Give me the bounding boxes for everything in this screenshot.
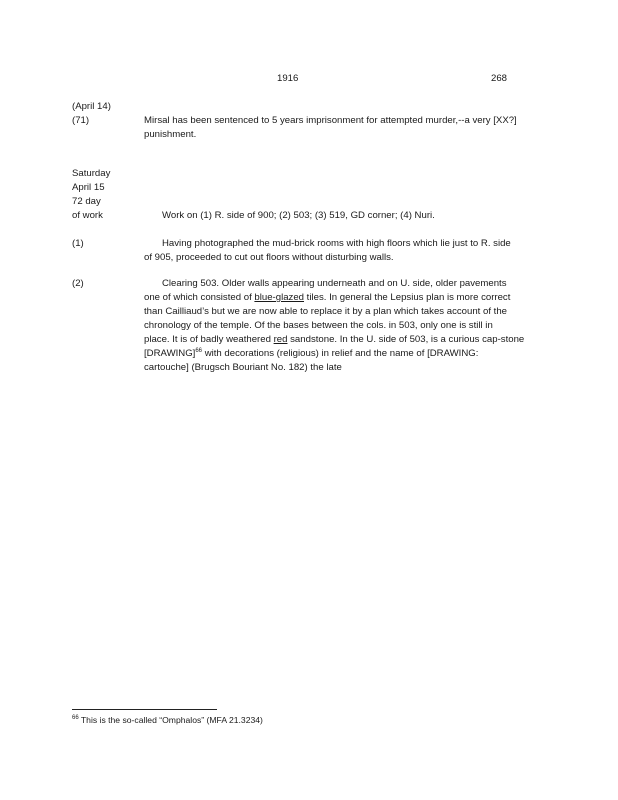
entry2-weekday: Saturday: [72, 168, 111, 179]
page-number: 268: [491, 73, 508, 84]
footnote-number: 66: [72, 715, 79, 722]
entry1-date: (April 14): [72, 101, 111, 112]
underlined-red: red: [273, 334, 288, 345]
para1-line-2: of 905, proceeded to cut out floors without disturbing walls.: [144, 252, 394, 263]
para2-marker: (2): [72, 278, 84, 289]
entry1-line-2: punishment.: [144, 129, 197, 140]
para1-marker: (1): [72, 238, 84, 249]
underlined-blue-glazed: blue-glazed: [254, 292, 305, 303]
footnote-text: This is the so-called “Omphalos” (MFA 21.3234): [78, 715, 263, 725]
para2-line-3: than Cailliaud’s but we are now able to replace it by a plan which takes account of the: [144, 306, 508, 317]
entry2-date: April 15: [72, 182, 105, 193]
para2-line-7: cartouche] (Brugsch Bouriant No. 182) the late: [144, 362, 342, 373]
para2-line-5: place. It is of badly weathered red sandstone. In the U. side of 503, is a curious cap-stone: [144, 334, 525, 345]
footnote-reference[interactable]: 66: [195, 347, 203, 354]
entry2-of-work: of work: [72, 210, 103, 221]
para2-line-6: [DRAWING]$^{66}$ with decorations (religious) in relief and the name of [DRAWING:: [144, 347, 479, 359]
para2-line-2: one of which consisted of blue-glazed tiles. In general the Lepsius plan is more correct: [144, 292, 511, 303]
entry1-line-1: Mirsal has been sentenced to 5 years imprisonment for attempted murder,--a very [XX?]: [144, 115, 517, 126]
page-year: 1916: [277, 73, 299, 84]
entry2-summary: Work on (1) R. side of 900; (2) 503; (3) 519, GD corner; (4) Nuri.: [162, 210, 435, 221]
para2-line-1: Clearing 503. Older walls appearing underneath and on U. side, older pavements: [162, 278, 507, 289]
footnote-divider: [72, 709, 217, 710]
entry1-day: (71): [72, 115, 90, 126]
entry2-day-count: 72 day: [72, 196, 101, 207]
para1-line-1: Having photographed the mud-brick rooms with high floors which lie just to R. side: [162, 238, 511, 249]
para2-line-4: chronology of the temple. Of the bases between the cols. in 503, only one is still in: [144, 320, 493, 331]
footnote: [72, 713, 263, 727]
